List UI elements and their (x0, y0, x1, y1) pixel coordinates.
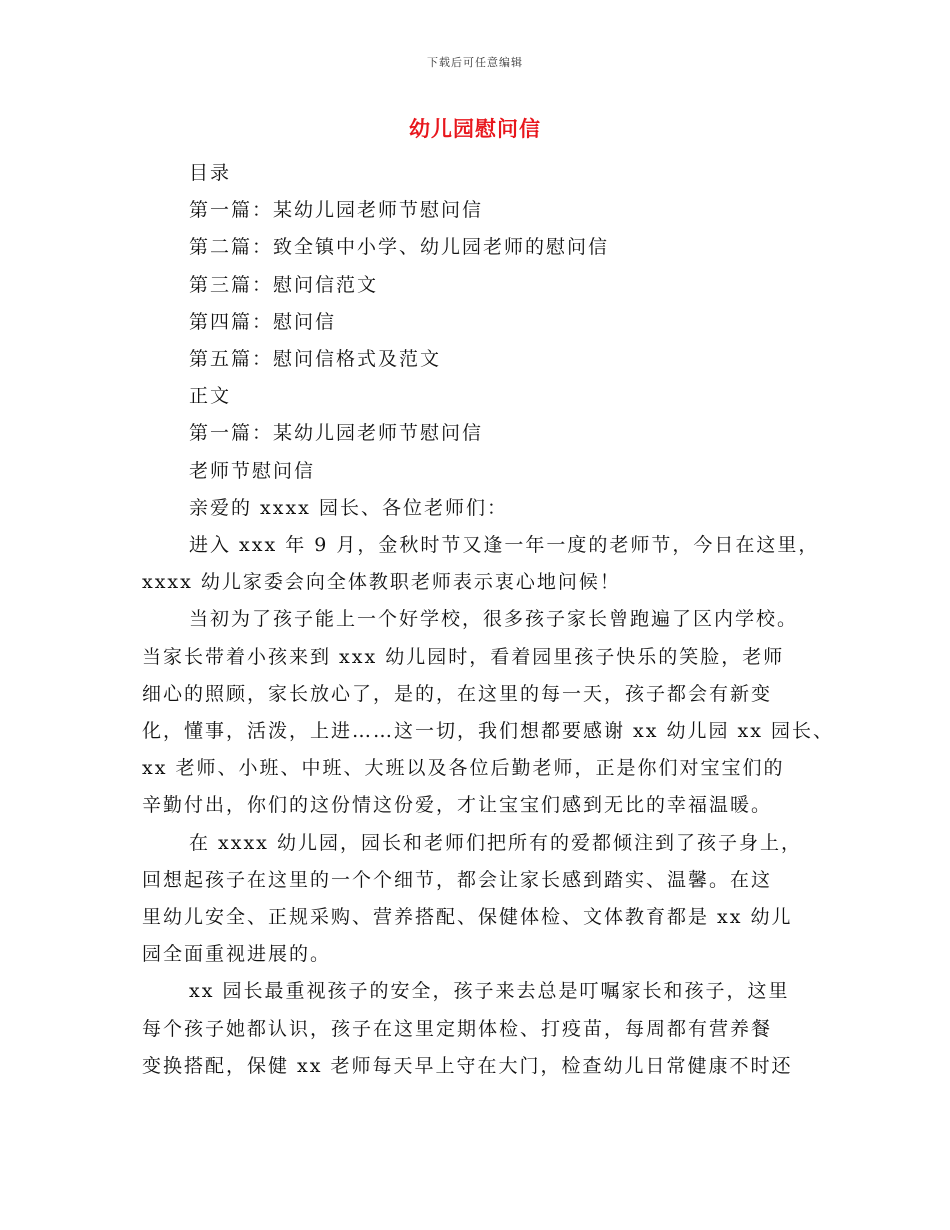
paragraph-line: 变换搭配，保健 xx 老师每天早上守在大门，检查幼儿日常健康不时还 (142, 1054, 793, 1077)
paragraph-line: 当家长带着小孩来到 xxx 幼儿园时，看着园里孩子快乐的笑脸，老师 (142, 645, 785, 668)
toc-item: 第一篇：某幼儿园老师节慰问信 (189, 199, 484, 222)
toc-item: 第四篇：慰问信 (189, 310, 337, 333)
salutation: 亲爱的 xxxx 园长、各位老师们： (189, 496, 508, 519)
toc-item: 第五篇：慰问信格式及范文 (189, 348, 442, 371)
paragraph-line: 进入 xxx 年 9 月，金秋时节又逢一年一度的老师节，今日在这里， (189, 534, 820, 557)
paragraph-line: 辛勤付出，你们的这份情这份爱，才让宝宝们感到无比的幸福温暖。 (142, 794, 773, 817)
document-body (142, 155, 835, 1085)
header-note: 下载后可任意编辑 (427, 56, 523, 69)
document-title: 幼儿园慰问信 (409, 116, 541, 141)
toc-item: 第二篇：致全镇中小学、幼儿园老师的慰问信 (189, 236, 610, 259)
paragraph-line: xxxx 幼儿家委会向全体教职老师表示衷心地问候！ (142, 571, 621, 594)
paragraph-line: xx 园长最重视孩子的安全，孩子来去总是叮嘱家长和孩子，这里 (189, 980, 790, 1003)
paragraph-line: 当初为了孩子能上一个好学校，很多孩子家长曾跑遍了区内学校。 (189, 608, 799, 631)
section-heading: 第一篇：某幼儿园老师节慰问信 (189, 422, 484, 445)
toc-item: 第三篇：慰问信范文 (189, 273, 379, 296)
paragraph-line: 化，懂事，活泼，上进……这一切，我们想都要感谢 xx 幼儿园 xx 园长、 (142, 720, 835, 743)
paragraph-line: 回想起孩子在这里的一个个细节，都会让家长感到踏实、温馨。在这 (142, 868, 773, 891)
paragraph-line: 里幼儿安全、正规采购、营养搭配、保健体检、文体教育都是 xx 幼儿 (142, 906, 793, 929)
paragraph-line: 每个孩子她都认识，孩子在这里定期体检、打疫苗，每周都有营养餐 (142, 1017, 773, 1040)
paragraph-line: 园全面重视进展的。 (142, 943, 332, 966)
body-heading: 正文 (189, 385, 232, 408)
paragraph-line: 在 xxxx 幼儿园，园长和老师们把所有的爱都倾注到了孩子身上， (189, 831, 802, 854)
paragraph-line: xx 老师、小班、中班、大班以及各位后勤老师，正是你们对宝宝们的 (142, 757, 785, 780)
paragraph-line: 细心的照顾，家长放心了，是的，在这里的每一天，孩子都会有新变 (142, 682, 773, 705)
toc-heading: 目录 (189, 162, 232, 184)
letter-title: 老师节慰问信 (189, 459, 316, 482)
